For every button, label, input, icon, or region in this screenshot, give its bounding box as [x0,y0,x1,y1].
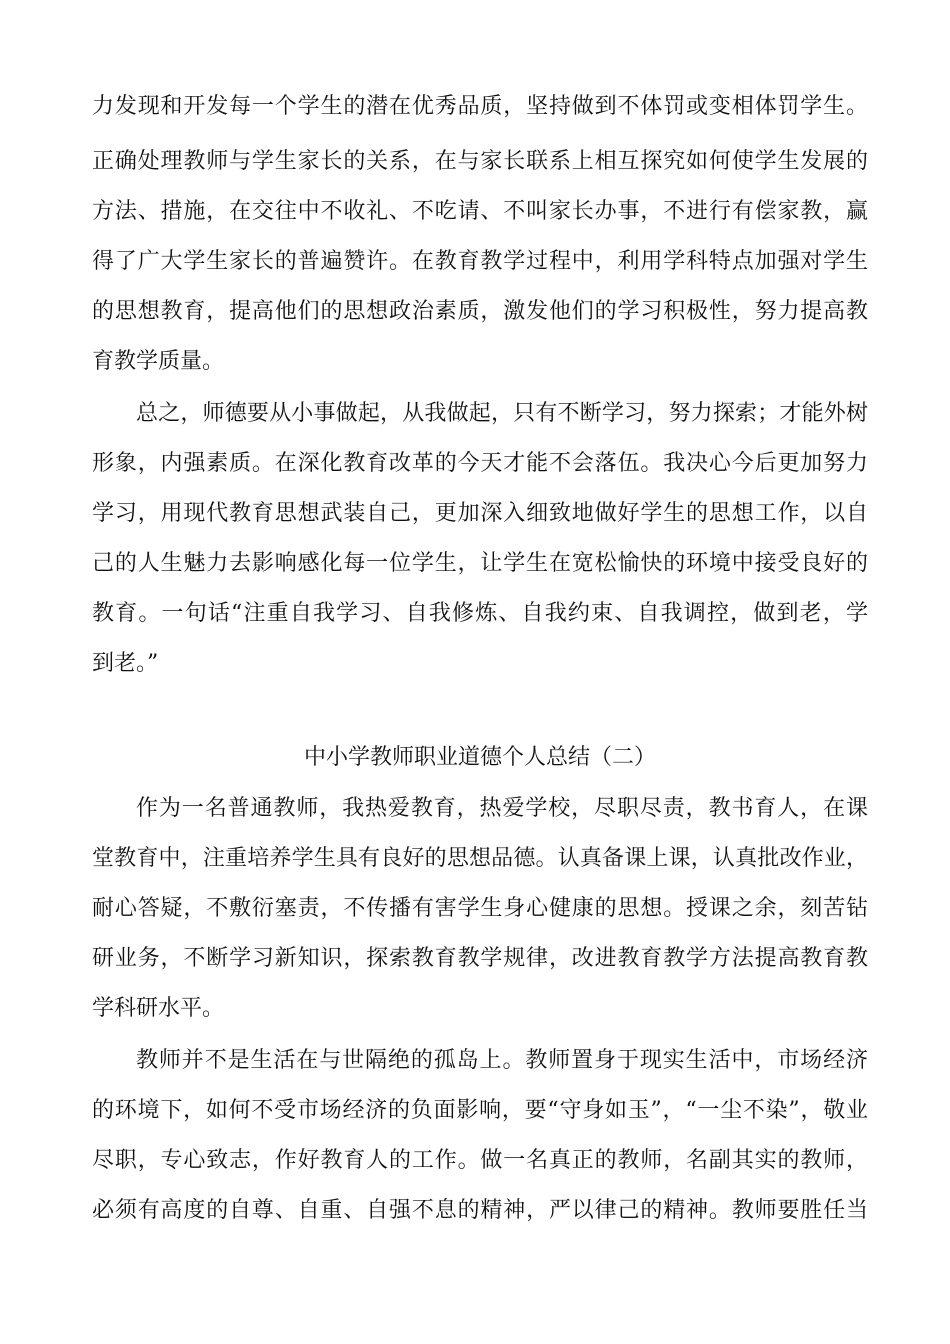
text-line: 力发现和开发每一个学生的潜在优秀品质，坚持做到不体罚或变相体罚学生。 [92,94,868,119]
text-line: 的环境下，如何不受市场经济的负面影响，要“守身如玉”，“一尘不染”，敬业 [92,1098,868,1123]
text-line: 研业务，不断学习新知识，探索教育教学规律，改进教育教学方法提高教育教 [92,946,868,971]
text-line: 必须有高度的自尊、自重、自强不息的精神，严以律己的精神。教师要胜任当 [92,1198,868,1223]
text-line: 正确处理教师与学生家长的关系，在与家长联系上相互探究如何使学生发展的 [92,149,868,174]
text-line: 教育。一句话“注重自我学习、自我修炼、自我约束、自我调控，做到老，学 [92,601,868,626]
text-line: 耐心答疑，不敷衍塞责，不传播有害学生身心健康的思想。授课之余，刻苦钻 [92,896,868,921]
text-line: 总之，师德要从小事做起，从我做起，只有不断学习，努力探索；才能外树 [136,401,868,426]
text-line: 学科研水平。 [92,996,225,1021]
text-line: 的思想教育，提高他们的思想政治素质，激发他们的学习积极性，努力提高教 [92,299,868,324]
text-line: 形象，内强素质。在深化教育改革的今天才能不会落伍。我决心今后更加努力 [92,451,868,476]
text-line: 己的人生魅力去影响感化每一位学生，让学生在宽松愉快的环境中接受良好的 [92,551,868,576]
text-line: 到老。” [92,651,159,676]
text-line: 堂教育中，注重培养学生具有良好的思想品德。认真备课上课，认真批改作业， [92,846,868,871]
text-line: 尽职，专心致志，作好教育人的工作。做一名真正的教师，名副其实的教师， [92,1148,868,1173]
text-line: 学习，用现代教育思想武装自己，更加深入细致地做好学生的思想工作，以自 [92,501,868,526]
text-line: 作为一名普通教师，我热爱教育，热爱学校，尽职尽责，教书育人，在课 [136,796,868,821]
text-line: 得了广大学生家长的普遍赞许。在教育教学过程中，利用学科特点加强对学生 [92,249,868,274]
text-line: 育教学质量。 [92,349,225,374]
section-title: 中小学教师职业道德个人总结（二） [303,745,656,770]
text-line: 方法、措施，在交往中不收礼、不吃请、不叫家长办事，不进行有偿家教，赢 [92,199,868,224]
text-line: 教师并不是生活在与世隔绝的孤岛上。教师置身于现实生活中，市场经济 [136,1048,868,1073]
